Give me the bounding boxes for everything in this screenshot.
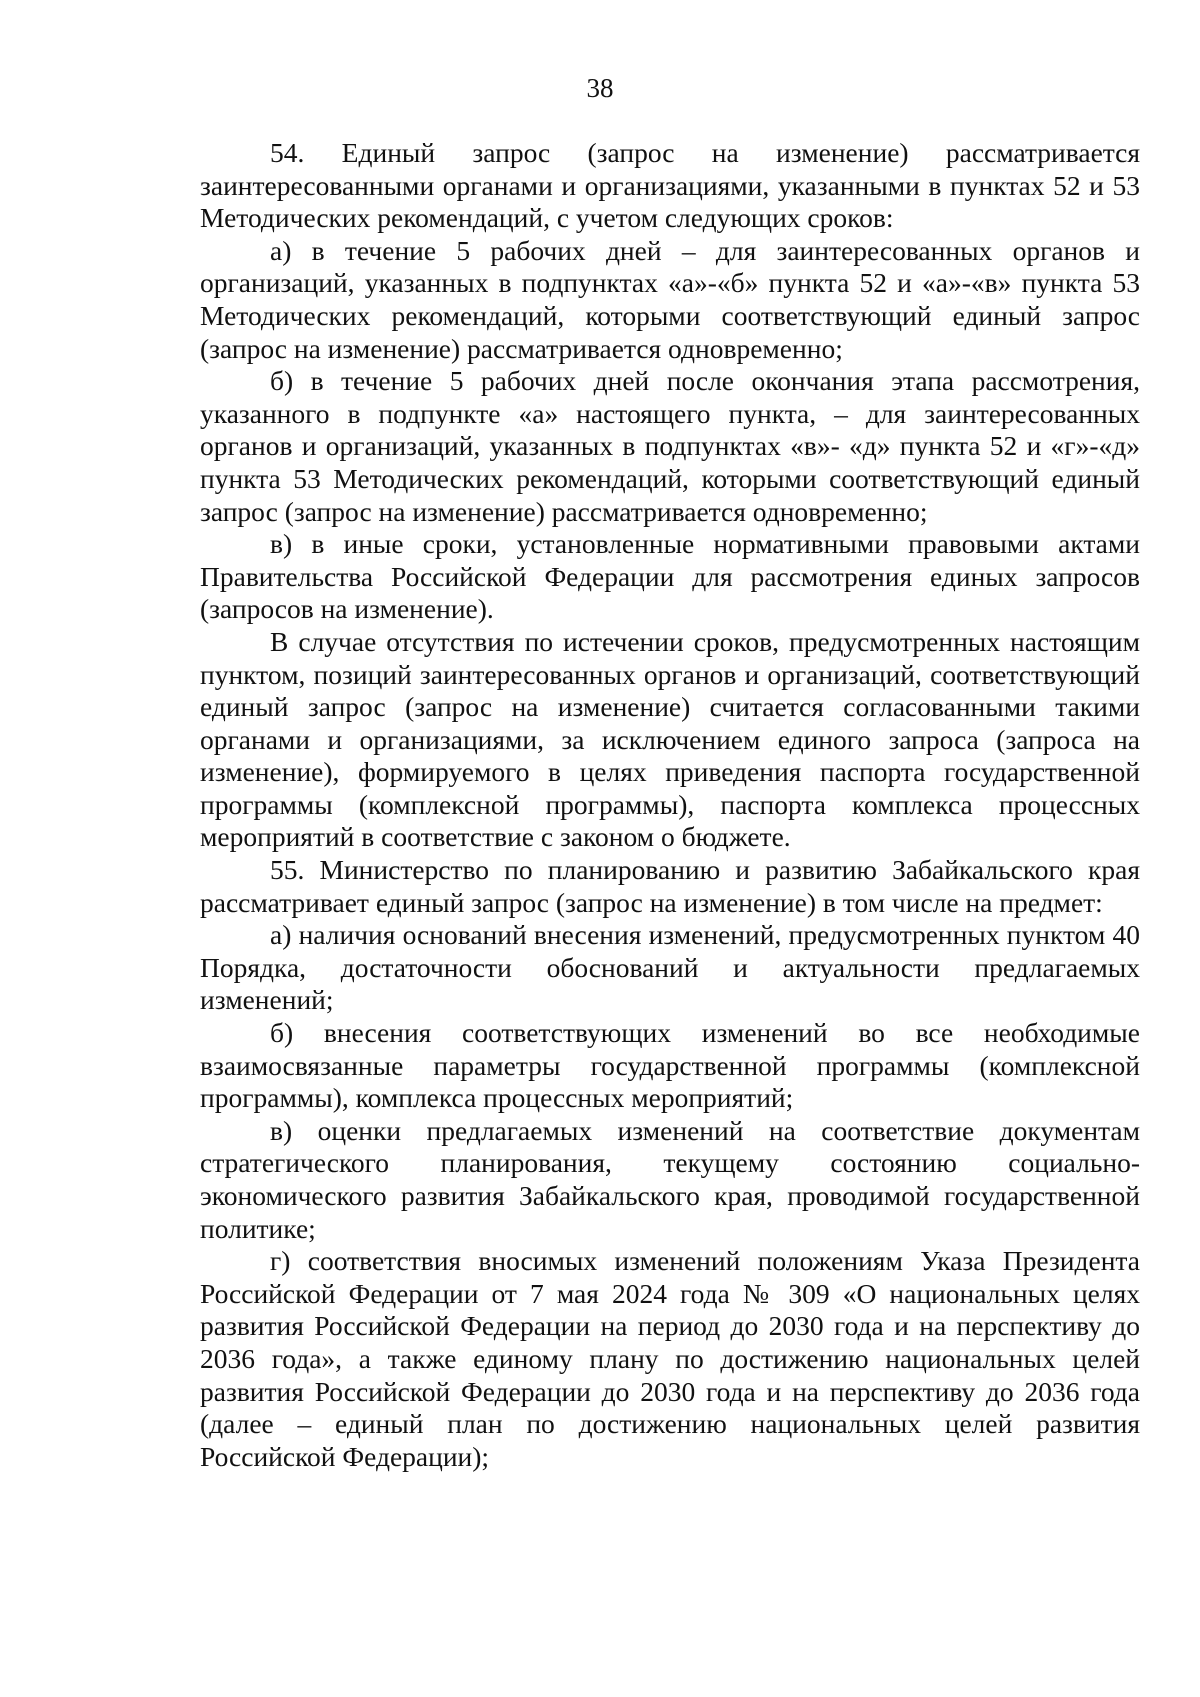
paragraph-54-b: б) в течение 5 рабочих дней после окончания этапа рассмотрения, указанного в подпункте «а» настоящего пункта, – для заинтересованных органов и организаций, указанных в подпунктах «в»- «д» пункта 52 и «г»-«д» пункта 53 Методических рекомендаций, которыми соответствующий единый запрос (запрос на изменение) рассматривается одновременно;	[200, 365, 1140, 527]
paragraph-54-absence-clause: В случае отсутствия по истечении сроков, предусмотренных настоящим пунктом, позиций заинтересованных органов и организаций, соответствующий единый запрос (запрос на изменение) считается согласованными такими органами и организациями, за исключением единого запроса (запроса на изменение), формируемого в целях приведения паспорта государственной программы (комплексной программы), паспорта комплекса процессных мероприятий в соответствие с законом о бюджете.	[200, 625, 1140, 853]
paragraph-54: 54. Единый запрос (запрос на изменение) рассматривается заинтересованными органами и организациями, указанными в пунктах 52 и 53 Методических рекомендаций, с учетом следующих сроков:	[200, 137, 1140, 234]
paragraph-54-a: а) в течение 5 рабочих дней – для заинтересованных органов и организаций, указанных в подпунктах «а»-«б» пункта 52 и «а»-«в» пункта 53 Методических рекомендаций, которыми соответствующий единый запрос (запрос на изменение) рассматривается одновременно;	[200, 234, 1140, 364]
paragraph-55: 55. Министерство по планированию и развитию Забайкальского края рассматривает единый запрос (запрос на изменение) в том числе на предмет:	[200, 854, 1140, 918]
paragraph-55-a: а) наличия оснований внесения изменений, предусмотренных пунктом 40 Порядка, достаточности обоснований и актуальности предлагаемых изменений;	[200, 919, 1140, 1016]
paragraph-55-g: г) соответствия вносимых изменений положениям Указа Президента Российской Федерации от 7 мая 2024 года № 309 «О национальных целях развития Российской Федерации на период до 2030 года и на перспективу до 2036 года», а также единому плану по достижению национальных целей развития Российской Федерации до 2030 года и на перспективу до 2036 года (далее – единый план по достижению национальных целей развития Российской Федерации);	[200, 1245, 1140, 1472]
page-number: 38	[586, 73, 614, 103]
paragraph-54-v: в) в иные сроки, установленные нормативными правовыми актами Правительства Российской Федерации для рассмотрения единых запросов (запросов на изменение).	[200, 528, 1140, 625]
paragraph-55-v: в) оценки предлагаемых изменений на соответствие документам стратегического планирования, текущему состоянию социально-экономического развития Забайкальского края, проводимой государственной политике;	[200, 1114, 1140, 1244]
document-body	[200, 137, 1140, 1473]
paragraph-55-b: б) внесения соответствующих изменений во все необходимые взаимосвязанные параметры государственной программы (комплексной программы), комплекса процессных мероприятий;	[200, 1017, 1140, 1114]
